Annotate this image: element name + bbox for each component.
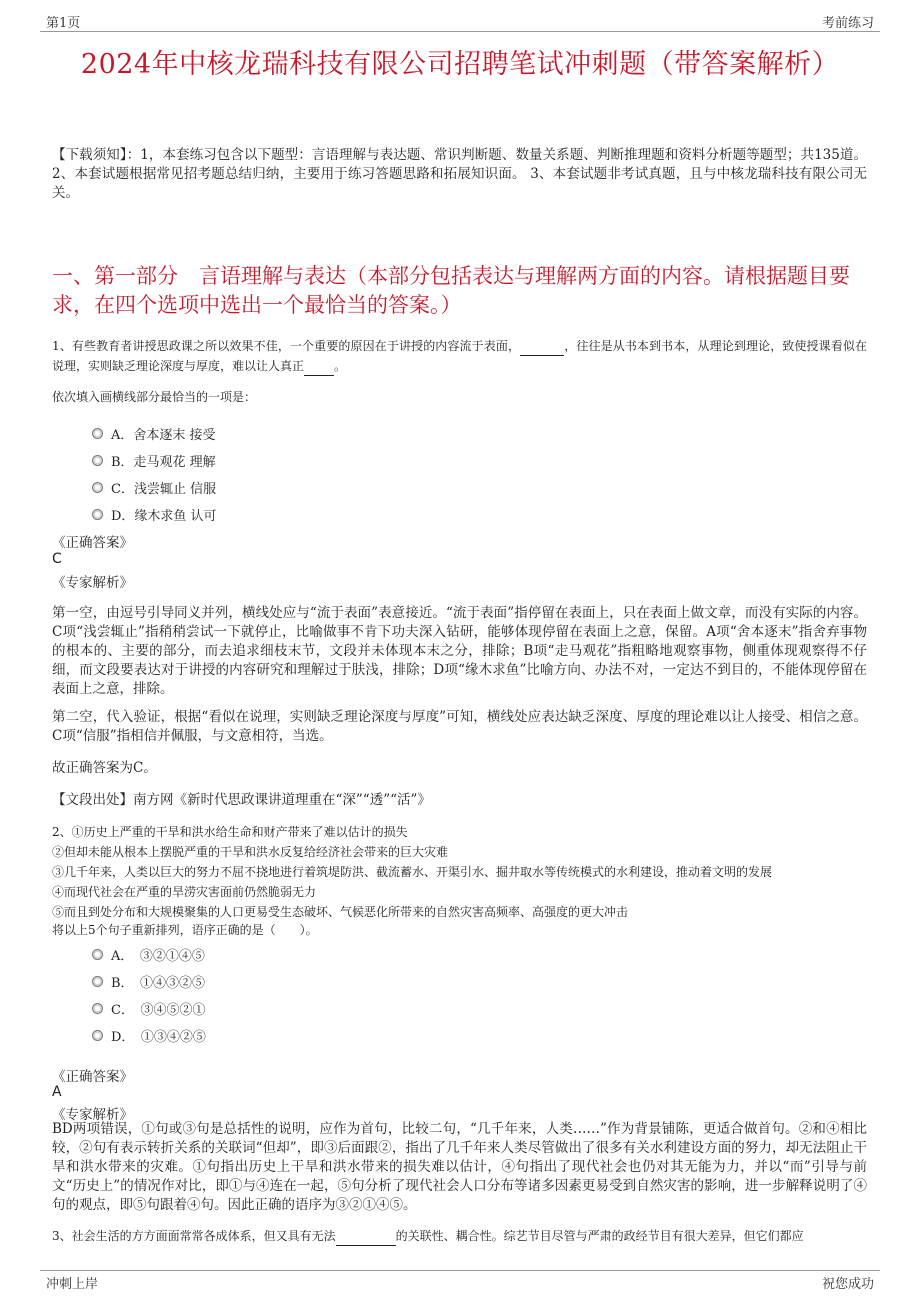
section-heading: 一、第一部分 言语理解与表达（本部分包括表达与理解两方面的内容。请根据题目要求，在四个选项中选出一个最恰当的答案。）: [52, 264, 850, 317]
option-label: C．浅尝辄止 信服: [111, 482, 217, 497]
question-2-sentence: ④而现代社会在严重的旱涝灾害面前仍然脆弱无力: [52, 885, 317, 899]
answer-value: A: [52, 1084, 62, 1100]
header-divider: [40, 31, 880, 32]
question-1-option-d[interactable]: [92, 505, 217, 524]
analysis-label: 《专家解析》: [52, 1107, 133, 1123]
option-label: B． ①④③②⑤: [111, 976, 206, 991]
footer-divider: [40, 1270, 880, 1271]
question-3-stem-part: 3、社会生活的方方面面常常各成体系，但又具有无法: [52, 1229, 336, 1243]
radio-icon[interactable]: [92, 976, 103, 987]
question-2-option-b[interactable]: [92, 972, 205, 991]
blank-line: [336, 1245, 396, 1246]
analysis-paragraph: 故正确答案为C。: [52, 760, 157, 776]
radio-icon[interactable]: [92, 1030, 103, 1041]
radio-icon[interactable]: [92, 509, 103, 520]
question-2-option-c[interactable]: [92, 999, 205, 1018]
question-1-stem-part: 1、有些教育者讲授思政课之所以效果不佳，一个重要的原因在于讲授的内容流于表面，: [52, 339, 521, 353]
question-1-option-a[interactable]: [92, 424, 216, 443]
download-notice: 【下载须知】：1，本套练习包含以下题型：言语理解与表达题、常识判断题、数量关系题、判断推理题和资料分析题等题型；共135道。 2、本套试题根据常见招考题总结归纳，主要用于练习答题思路和拓展知识面。 3、本套试题非考试真题，且与中核龙瑞科技有限公司无关。: [52, 147, 867, 201]
radio-icon[interactable]: [92, 482, 103, 493]
answer-value: C: [52, 551, 62, 567]
blank-line: [520, 355, 564, 356]
page-number: 第1页: [46, 16, 81, 31]
answer-label: 《正确答案》: [52, 1069, 133, 1085]
radio-icon[interactable]: [92, 1003, 103, 1014]
option-label: A． ③②①④⑤: [111, 949, 205, 964]
page-title: 2024年中核龙瑞科技有限公司招聘笔试冲刺题（带答案解析）: [80, 49, 840, 80]
option-label: A．舍本逐末 接受: [111, 428, 216, 443]
question-2-sentence: 2、①历史上严重的干旱和洪水给生命和财产带来了难以估计的损失: [52, 825, 408, 839]
analysis-paragraph: 第一空，由逗号引导同义并列，横线处应与“流于表面”表意接近。“流于表面”指停留在表面上，只在表面上做文章，而没有实际的内容。C项“浅尝辄止”指稍稍尝试一下就停止，比喻做事不肯下功夫深入钻研，能够体现停留在表面上之意，保留。A项“舍本逐末”指舍弃事物的根本的、主要的部分，而去追求细枝末节，文段并未体现本末之分，排除；B项“走马观花”指粗略地观察事物，侧重体现观察得不仔细，而文段要表达对于讲授的内容研究和理解过于肤浅，排除；D项“缘木求鱼”比喻方向、办法不对，一定达不到目的，不能体现停留在表面上之意，排除。: [52, 605, 867, 697]
option-label: B．走马观花 理解: [111, 455, 216, 470]
question-1-instruction: 依次填入画横线部分最恰当的一项是：: [52, 390, 257, 404]
question-1-stem: [52, 336, 867, 376]
analysis-paragraph: 第二空，代入验证，根据“看似在说理，实则缺乏理论深度与厚度”可知，横线处应表达缺乏深度、厚度的理论难以让人接受、相信之意。C项“信服”指相信并佩服，与文意相符，当选。: [52, 709, 867, 744]
question-1-option-b[interactable]: [92, 451, 216, 470]
question-1-option-c[interactable]: [92, 478, 216, 497]
question-3-stem-part: 的关联性、耦合性。综艺节目尽管与严肃的政经节目有很大差异，但它们都应: [395, 1229, 804, 1243]
answer-label: 《正确答案》: [52, 535, 133, 551]
source-note: 【文段出处】南方网《新时代思政课讲道理重在“深”“透”“活”》: [52, 792, 431, 808]
radio-icon[interactable]: [92, 428, 103, 439]
question-1-stem-part: ，往往是从书本到书本，从理论到理论，致使授课看似在说理，实则缺乏理论深度与厚度，难以让人真正: [52, 339, 867, 373]
question-2-sentence: ②但却未能从根本上摆脱严重的干旱和洪水反复给经济社会带来的巨大灾难: [52, 845, 449, 859]
footer-left: 冲刺上岸: [46, 1277, 99, 1292]
option-label: D． ①③④②⑤: [111, 1030, 206, 1045]
question-3-stem: [52, 1226, 867, 1246]
question-2-sentence: ③几千年来，人类以巨大的努力不屈不挠地进行着筑堤防洪、截流蓄水、开渠引水、掘井取水等传统模式的水利建设，推动着文明的发展: [52, 865, 773, 879]
question-2-instruction: 将以上5个句子重新排列，语序正确的是（ ）。: [52, 923, 318, 937]
option-label: D．缘木求鱼 认可: [111, 509, 217, 524]
question-1-stem-part: 。: [334, 359, 347, 373]
analysis-label: 《专家解析》: [52, 575, 133, 591]
question-2-option-d[interactable]: [92, 1026, 206, 1045]
footer-right: 祝您成功: [821, 1277, 874, 1292]
analysis-paragraph: BD两项错误，①句或③句是总括性的说明，应作为首句，比较二句，“几千年来，人类……”作为背景铺陈，更适合做首句。②和④相比较，②句有表示转折关系的关联词“但却”，即③后面跟②，指出了几千年来人类尽管做出了很多有关水利建设方面的努力，却无法阻止干旱和洪水带来的灾难。①句指出历史上干旱和洪水带来的损失难以估计，④句指出了现代社会也仍对其无能为力，并以“而”引导与前文“历史上”的情况作对比，即①与④连在一起，⑤句分析了现代社会人口分布等诸多因素更易受到自然灾害的影响，进一步解释说明了④句的观点，即⑤句跟着④句。因此正确的语序为③②①④⑤。: [52, 1121, 867, 1213]
radio-icon[interactable]: [92, 455, 103, 466]
question-2-sentence: ⑤而且到处分布和大规模聚集的人口更易受生态破坏、气候恶化所带来的自然灾害高频率、高强度的更大冲击: [52, 905, 629, 919]
header-label: 考前练习: [821, 16, 874, 31]
blank-line: [304, 375, 334, 376]
question-2-option-a[interactable]: [92, 945, 205, 964]
option-label: C． ③④⑤②①: [111, 1003, 206, 1018]
radio-icon[interactable]: [92, 949, 103, 960]
